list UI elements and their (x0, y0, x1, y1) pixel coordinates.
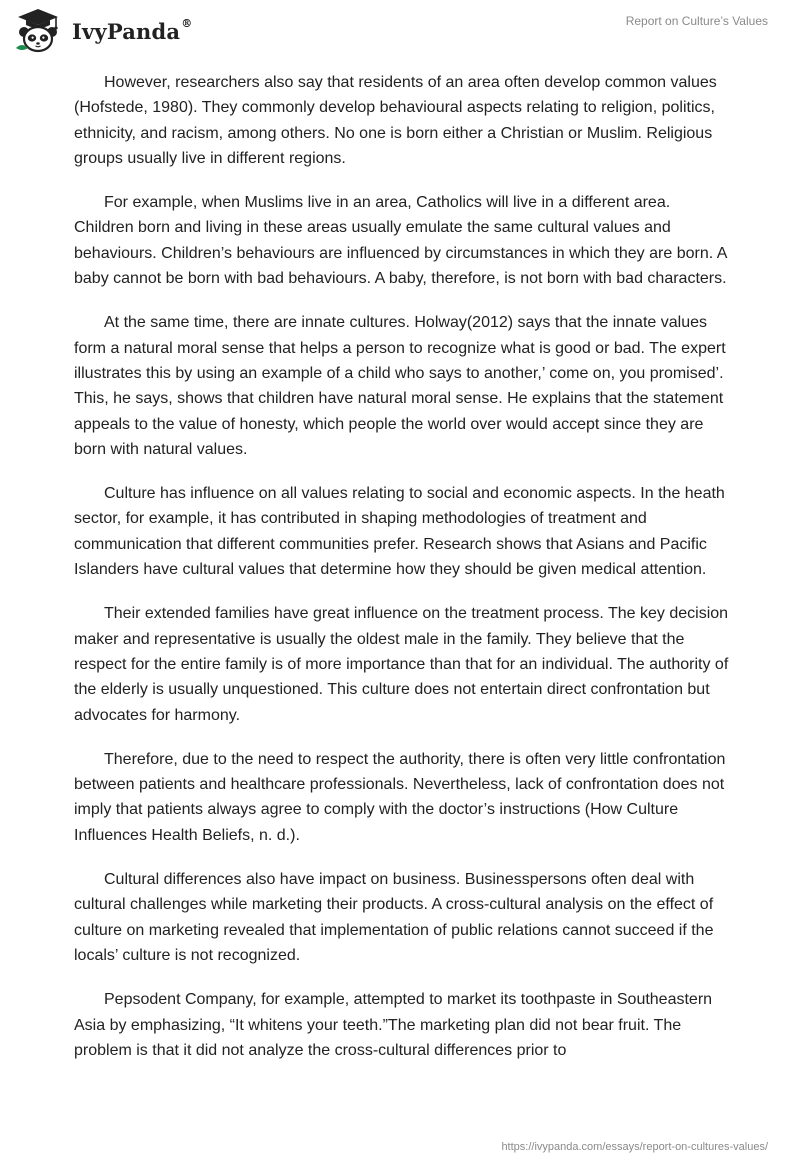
paragraph: Pepsodent Company, for example, attempted to market its toothpaste in Southeastern Asia by emphasizing, “It whitens your teeth.”The marketing plan did not bear fruit. The problem is that it did not analyze the cross-cultural differences prior to (74, 991, 713, 1059)
page-header (0, 0, 800, 70)
paragraph: Culture has influence on all values relating to social and economic aspects. In the heath sector, for example, it has contributed in shaping methodologies of treatment and communication that different communities prefer. Research shows that Asians and Pacific Islanders have cultural values that determine how they should be given medical attention. (74, 485, 725, 579)
paragraph: Their extended families have great influence on the treatment process. The key decision maker and representative is usually the oldest male in the family. They believe that the respect for the entire family is of more importance than that for an individual. The authority of the elderly is usually unquestioned. This culture does not entertain direct confrontation but advocates for harmony. (74, 605, 729, 724)
brand-logo[interactable] (14, 8, 192, 54)
brand-text: IvyPanda (72, 18, 181, 44)
essay-body (74, 70, 734, 1082)
registered-mark: ® (181, 16, 193, 30)
paragraph: Cultural differences also have impact on business. Businesspersons often deal with cultural challenges while marketing their products. A cross-cultural analysis on the effect of culture on marketing revealed that implementation of public relations cannot succeed if the locals’ culture is not recognized. (74, 871, 714, 964)
brand-name (72, 16, 193, 44)
paragraph: For example, when Muslims live in an area, Catholics will live in a different area. Children born and living in these areas usually emulate the same cultural values and behaviours. Children’s behaviours are influenced by circumstances in which they are born. A baby cannot be born with bad behaviours. A baby, therefore, is not born with bad characters. (74, 194, 727, 288)
document-title: Report on Culture’s Values (625, 14, 768, 28)
source-url[interactable]: https://ivypanda.com/essays/report-on-cultures-values/ (501, 1141, 768, 1153)
paragraph: Therefore, due to the need to respect the authority, there is often very little confrontation between patients and healthcare professionals. Nevertheless, lack of confrontation does not imply that patients always agree to comply with the doctor’s instructions (How Culture Influences Health Beliefs, n. d.). (74, 750, 726, 844)
panda-graduate-icon (14, 8, 66, 54)
paragraph: However, researchers also say that residents of an area often develop common values (Hofstede, 1980). They commonly develop behavioural aspects relating to religion, politics, ethnicity, and racism, among others. No one is born either a Christian or Muslim. Religious groups usually live in different regions. (74, 74, 717, 167)
paragraph: At the same time, there are innate cultures. Holway(2012) says that the innate values form a natural moral sense that helps a person to recognize what is good or bad. The expert illustrates this by using an example of a child who says to another,’ come on, you promised’. This, he says, shows that children have natural moral sense. He explains that the statement appeals to the value of honesty, which people the world over would accept since they are born with natural values. (74, 314, 726, 458)
